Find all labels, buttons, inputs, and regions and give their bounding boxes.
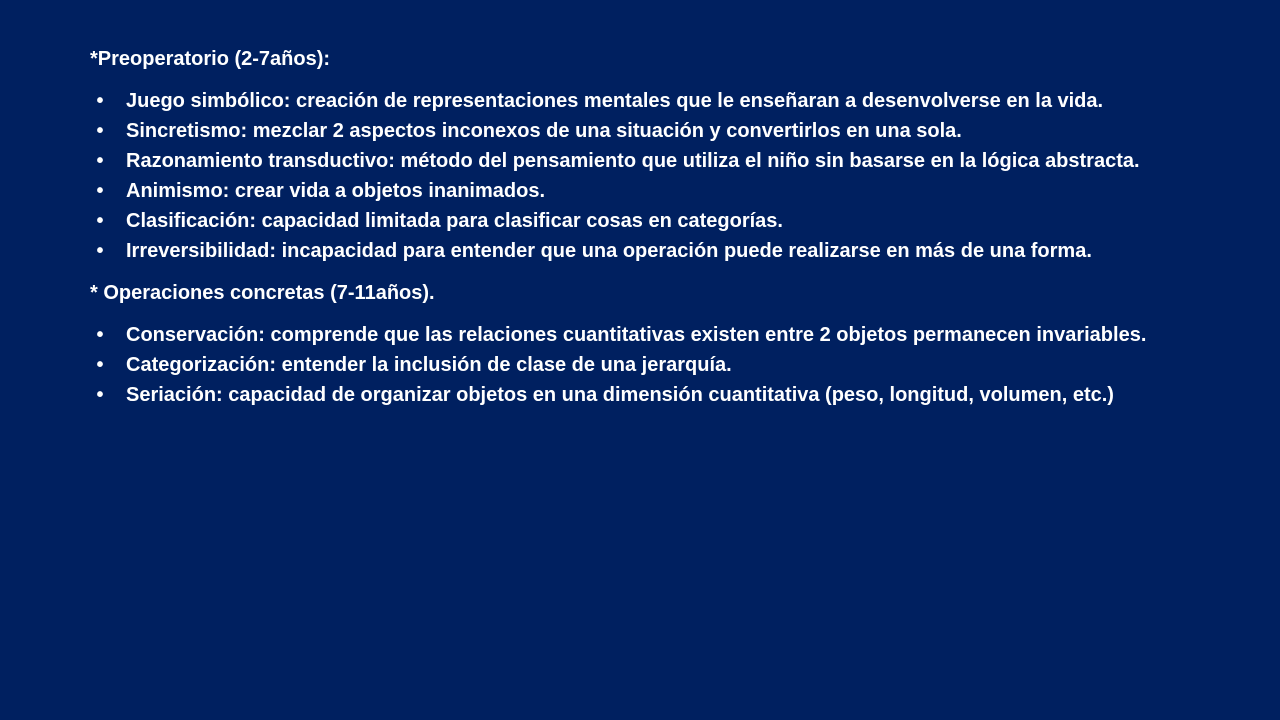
slide-content	[90, 44, 1151, 410]
bullet-icon: •	[96, 150, 104, 172]
bullet-list-preoperatorio	[90, 86, 1151, 266]
list-item-text: Clasificación: capacidad limitada para clasificar cosas en categorías.	[126, 210, 783, 232]
list-item	[90, 116, 1151, 146]
bullet-icon: •	[96, 354, 104, 376]
bullet-icon: •	[96, 210, 104, 232]
list-item-text: Sincretismo: mezclar 2 aspectos inconexos de una situación y convertirlos en una sola.	[126, 120, 962, 142]
list-item	[90, 146, 1151, 176]
list-item	[90, 86, 1151, 116]
list-item-text: Razonamiento transductivo: método del pensamiento que utiliza el niño sin basarse en la lógica abstracta.	[126, 150, 1140, 172]
list-item	[90, 236, 1151, 266]
bullet-list-operaciones-concretas	[90, 320, 1151, 410]
list-item	[90, 206, 1151, 236]
bullet-icon: •	[96, 90, 104, 112]
list-item-text: Categorización: entender la inclusión de clase de una jerarquía.	[126, 354, 732, 376]
list-item	[90, 176, 1151, 206]
bullet-icon: •	[96, 120, 104, 142]
list-item-text: Irreversibilidad: incapacidad para entender que una operación puede realizarse en más de una forma.	[126, 240, 1092, 262]
list-item-text: Conservación: comprende que las relaciones cuantitativas existen entre 2 objetos permanecen invariables.	[126, 324, 1147, 346]
list-item	[90, 320, 1151, 350]
bullet-icon: •	[96, 384, 104, 406]
list-item	[90, 380, 1151, 410]
list-item	[90, 350, 1151, 380]
bullet-icon: •	[96, 240, 104, 262]
section-heading-operaciones-concretas: * Operaciones concretas (7-11años).	[90, 282, 435, 304]
bullet-icon: •	[96, 180, 104, 202]
section-heading-preoperatorio: *Preoperatorio (2-7años):	[90, 48, 331, 70]
list-item-text: Seriación: capacidad de organizar objetos en una dimensión cuantitativa (peso, longitud, volumen, etc.)	[126, 384, 1114, 406]
list-item-text: Animismo: crear vida a objetos inanimados.	[126, 180, 546, 202]
bullet-icon: •	[96, 324, 104, 346]
list-item-text: Juego simbólico: creación de representaciones mentales que le enseñaran a desenvolverse en la vida.	[126, 90, 1104, 112]
